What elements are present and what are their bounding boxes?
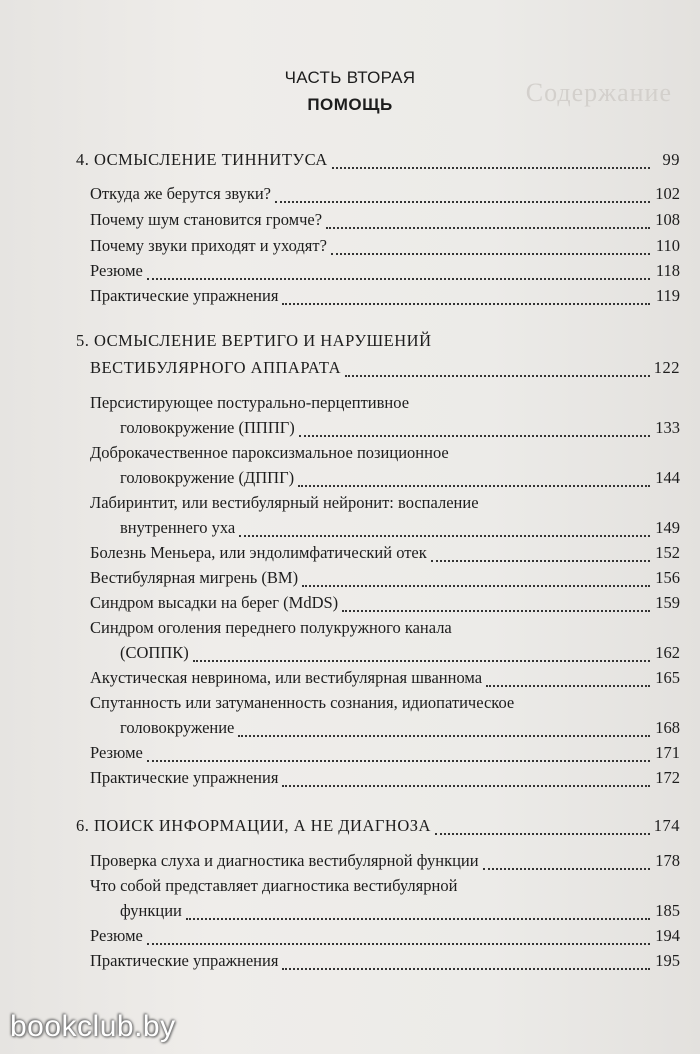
toc-entry-line1 <box>90 693 680 719</box>
entry-title: (СОППК) <box>120 643 189 662</box>
toc-entry <box>90 951 680 977</box>
part-subtitle: ПОМОЩЬ <box>307 95 393 114</box>
entry-title: Персистирующее постурально-перцептивное <box>90 393 410 412</box>
dot-leader <box>299 435 650 437</box>
dot-leader <box>238 735 650 737</box>
page-number: 152 <box>655 543 680 562</box>
dot-leader <box>431 560 650 562</box>
toc-entry <box>120 643 680 669</box>
page-number: 171 <box>655 743 680 762</box>
entry-title: головокружение (ПППГ) <box>120 418 295 437</box>
toc-chapter-5 <box>90 358 680 384</box>
dot-leader <box>147 760 650 762</box>
entry-title: Почему звуки приходят и уходят? <box>90 236 327 255</box>
dot-leader <box>282 785 650 787</box>
toc-entry-line1 <box>90 618 680 644</box>
dot-leader <box>332 167 650 169</box>
dot-leader <box>326 227 650 229</box>
entry-title: Синдром высадки на берег (MdDS) <box>90 593 339 612</box>
dot-leader <box>342 610 650 612</box>
chapter-title: 5. ОСМЫСЛЕНИЕ ВЕРТИГО И НАРУШЕНИЙ <box>76 331 432 350</box>
toc-entry <box>90 768 680 794</box>
toc-entry <box>90 851 680 877</box>
page-number: 122 <box>653 358 680 377</box>
dot-leader <box>186 918 650 920</box>
toc-entry <box>120 468 680 494</box>
page-number: 144 <box>655 468 680 487</box>
chapter-title: 4. ОСМЫСЛЕНИЕ ТИННИТУСА <box>76 150 328 169</box>
toc-chapter-6 <box>76 816 680 842</box>
toc-entry <box>120 518 680 544</box>
page-number: 119 <box>655 286 680 305</box>
toc-entry <box>90 261 680 287</box>
page-number: 172 <box>655 768 680 787</box>
page-number: 162 <box>655 643 680 662</box>
toc-entry-line1 <box>90 876 680 902</box>
dot-leader <box>275 201 650 203</box>
dot-leader <box>282 968 650 970</box>
toc-chapter-4 <box>76 150 680 176</box>
page-number: 99 <box>662 150 680 169</box>
entry-title: Акустическая невринома, или вестибулярная шваннома <box>90 668 483 687</box>
entry-title: Проверка слуха и диагностика вестибулярной функции <box>90 851 479 870</box>
page-number: 133 <box>655 418 680 437</box>
toc-entry <box>90 236 680 262</box>
dot-leader <box>193 660 650 662</box>
toc-entry-line1 <box>90 443 680 469</box>
entry-title: Практические упражнения <box>90 768 279 787</box>
chapter-title: ВЕСТИБУЛЯРНОГО АППАРАТА <box>90 358 342 377</box>
dot-leader <box>435 833 650 835</box>
page-number: 102 <box>655 184 680 203</box>
page-number: 174 <box>653 816 680 835</box>
toc-entry <box>120 418 680 444</box>
entry-title: Болезнь Меньера, или эндолимфатический отек <box>90 543 427 562</box>
page-number: 110 <box>655 236 680 255</box>
dot-leader <box>486 685 650 687</box>
page-number: 156 <box>655 568 680 587</box>
page-number: 159 <box>655 593 680 612</box>
entry-title: Что собой представляет диагностика вестибулярной <box>90 876 458 895</box>
toc-entry <box>90 568 680 594</box>
dot-leader <box>298 485 650 487</box>
dot-leader <box>483 868 650 870</box>
entry-title: Вестибулярная мигрень (ВМ) <box>90 568 299 587</box>
toc-entry-line1 <box>90 493 680 519</box>
entry-title: Резюме <box>90 743 143 762</box>
page-number: 149 <box>655 518 680 537</box>
entry-title: внутреннего уха <box>120 518 236 537</box>
chapter-title: 6. ПОИСК ИНФОРМАЦИИ, А НЕ ДИАГНОЗА <box>76 816 431 835</box>
page-number: 185 <box>655 901 680 920</box>
dot-leader <box>147 278 650 280</box>
page-number: 108 <box>655 210 680 229</box>
dot-leader <box>282 303 650 305</box>
page-number: 165 <box>655 668 680 687</box>
toc-entry <box>90 184 680 210</box>
toc-entry <box>90 926 680 952</box>
dot-leader <box>345 375 650 377</box>
entry-title: Резюме <box>90 926 143 945</box>
entry-title: функции <box>120 901 182 920</box>
bleed-through-text: Содержание <box>525 78 672 107</box>
dot-leader <box>239 535 650 537</box>
toc-entry <box>90 543 680 569</box>
toc-entry <box>90 210 680 236</box>
entry-title: головокружение <box>120 718 235 737</box>
entry-title: Практические упражнения <box>90 286 279 305</box>
toc-entry <box>90 668 680 694</box>
entry-title: Доброкачественное пароксизмальное позиционное <box>90 443 449 462</box>
page-number: 178 <box>655 851 680 870</box>
toc-entry <box>90 743 680 769</box>
dot-leader <box>147 943 650 945</box>
entry-title: Синдром оголения переднего полукружного канала <box>90 618 452 637</box>
toc-entry <box>90 593 680 619</box>
page-number: 118 <box>655 261 680 280</box>
entry-title: Резюме <box>90 261 143 280</box>
entry-title: Почему шум становится громче? <box>90 210 323 229</box>
entry-title: головокружение (ДППГ) <box>120 468 295 487</box>
page-number: 195 <box>655 951 680 970</box>
dot-leader <box>302 585 650 587</box>
page-number: 194 <box>655 926 680 945</box>
toc-entry <box>120 901 680 927</box>
entry-title: Спутанность или затуманенность сознания, идиопатическое <box>90 693 515 712</box>
page-number: 168 <box>655 718 680 737</box>
entry-title: Практические упражнения <box>90 951 279 970</box>
entry-title: Лабиринтит, или вестибулярный нейронит: воспаление <box>90 493 479 512</box>
toc-entry-line1 <box>90 393 680 419</box>
entry-title: Откуда же берутся звуки? <box>90 184 271 203</box>
dot-leader <box>331 253 650 255</box>
toc-entry <box>90 286 680 312</box>
toc-entry <box>120 718 680 744</box>
part-title: ЧАСТЬ ВТОРАЯ <box>284 68 416 87</box>
toc-chapter-5-line1 <box>76 331 680 357</box>
site-watermark: bookclub.by <box>10 1010 176 1043</box>
